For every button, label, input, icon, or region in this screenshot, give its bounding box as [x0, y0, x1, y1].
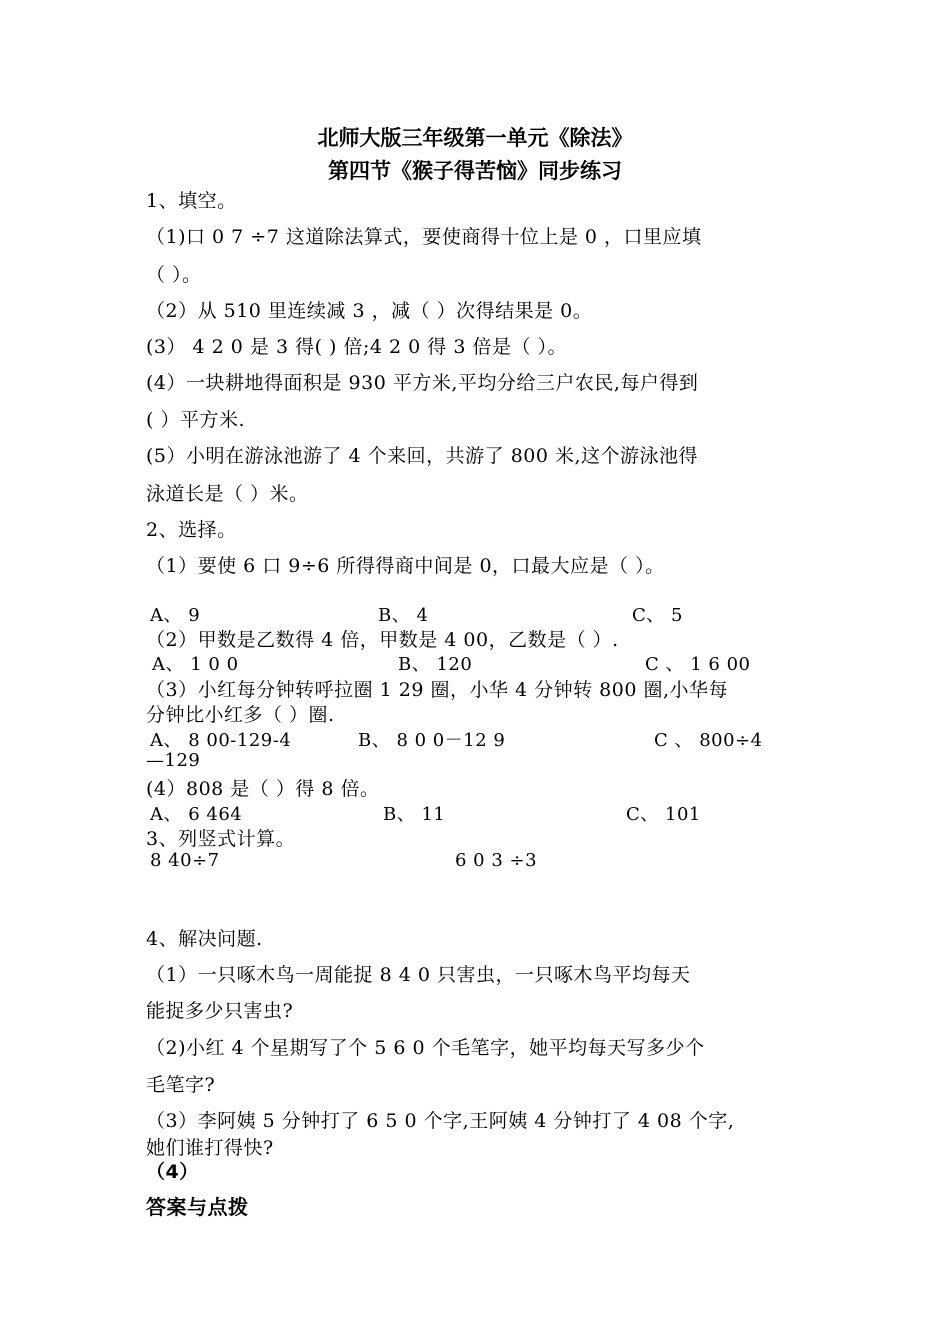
fill-q5-line1: (5）小明在游泳池游了 4 个来回，共游了 800 米,这个游泳池得	[146, 445, 699, 467]
problem-q1-line1: （1）一只啄木鸟一周能捉 8 4 0 只害虫，一只啄木鸟平均每天	[146, 964, 691, 986]
fill-q2: （2）从 510 里连续减 3 ，减（ ）次得结果是 0。	[146, 300, 593, 322]
choice-q2-option-a: A、 1 0 0	[152, 654, 239, 675]
choice-q4-option-b: B、 11	[383, 804, 446, 825]
fill-q1-line1: （1)口 0 7 ÷7 这道除法算式，要使商得十位上是 0 ，口里应填	[146, 226, 702, 248]
problem-q3-line2: 她们谁打得快?	[146, 1137, 274, 1159]
problem-q4: （4）	[146, 1161, 199, 1183]
problem-q3-line1: （3）李阿姨 5 分钟打了 6 5 0 个字,王阿姨 4 分钟打了 4 08 个字,	[146, 1110, 735, 1132]
page-title: 北师大版三年级第一单元《除法》	[317, 125, 633, 150]
choice-q3-line1: （3）小红每分钟转呼拉圈 1 29 圈，小华 4 分钟转 800 圈,小华每	[146, 679, 729, 701]
problem-q2-line1: （2)小红 4 个星期写了个 5 6 0 个毛笔字，她平均每天写多少个	[146, 1037, 705, 1059]
choice-q2: （2）甲数是乙数得 4 倍，甲数是 4 00，乙数是（ ）.	[146, 629, 619, 651]
choice-q3-line2: 分钟比小红多（ ）圈.	[146, 704, 335, 726]
fill-q4-line2: ( ）平方米.	[146, 409, 245, 431]
section-4-heading: 4、解决问题.	[146, 928, 263, 950]
choice-q1-option-b: B、 4	[378, 605, 429, 626]
problem-q2-line2: 毛笔字?	[146, 1074, 216, 1096]
choice-q1-option-a: A、 9	[150, 605, 201, 626]
section-3-heading: 3、列竖式计算。	[146, 828, 296, 850]
answer-heading: 答案与点拨	[146, 1195, 249, 1219]
problem-q1-line2: 能捉多少只害虫?	[146, 1000, 294, 1022]
calc-expression-1: 8 40÷7	[150, 850, 220, 871]
choice-q3-option-a: A、 8 00-129-4	[150, 730, 292, 751]
fill-q4-line1: (4）一块耕地得面积是 930 平方米,平均分给三户农民,每户得到	[146, 372, 699, 394]
section-1-heading: 1、填空。	[146, 190, 237, 212]
calc-expression-2: 6 0 3 ÷3	[455, 850, 538, 871]
page-subtitle: 第四节《猴子得苦恼》同步练习	[328, 158, 622, 183]
fill-q3: (3） 4 2 0 是 3 得( ) 倍;4 2 0 得 3 倍是（ ）。	[146, 336, 567, 358]
choice-q3-option-c: C 、 800÷4	[654, 730, 763, 751]
choice-q3-option-c-continued: —129	[146, 750, 201, 771]
choice-q1-option-c: C、 5	[632, 605, 683, 626]
choice-q4: (4）808 是（ ）得 8 倍。	[146, 778, 380, 800]
choice-q2-option-c: C 、 1 6 00	[645, 654, 751, 675]
choice-q4-option-a: A、 6 464	[150, 804, 243, 825]
choice-q4-option-c: C、 101	[626, 804, 701, 825]
fill-q5-line2: 泳道长是（ ）米。	[146, 483, 309, 505]
choice-q2-option-b: B、 120	[398, 654, 473, 675]
choice-q1: （1）要使 6 口 9÷6 所得得商中间是 0，口最大应是（ ）。	[146, 555, 665, 577]
section-2-heading: 2、选择。	[146, 519, 237, 541]
fill-q1-line2: （ ）。	[146, 264, 202, 286]
choice-q3-option-b: B、 8 0 0－12 9	[358, 730, 506, 751]
